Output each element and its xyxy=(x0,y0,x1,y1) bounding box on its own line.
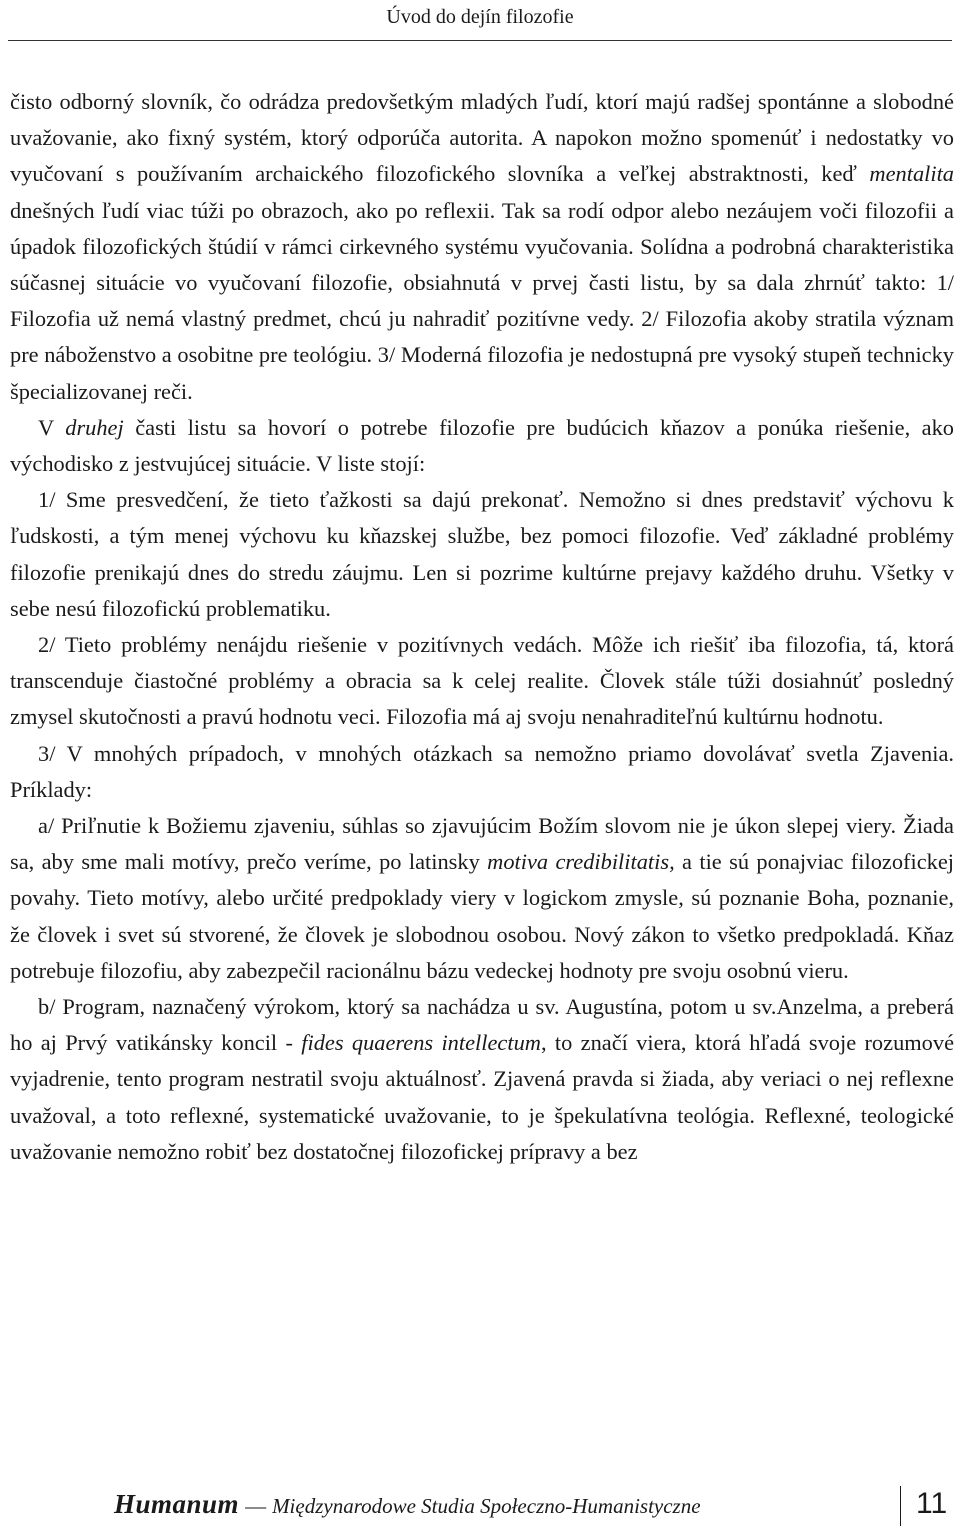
page-footer xyxy=(0,1480,960,1524)
journal-dash: — xyxy=(245,1494,267,1518)
paragraph-6 xyxy=(10,808,954,989)
paragraph-6-text-a: a/ Priľnutie k Božiemu zjaveniu, súhlas so zjavujúcim Božím slovom nie je úkon slepej viery. Žiada sa, aby sme mali motívy, prečo veríme, po latinsky xyxy=(10,813,954,875)
paragraph-1 xyxy=(10,84,954,410)
paragraph-5: 3/ V mnohých prípadoch, v mnohých otázkach sa nemožno priamo dovolávať svetla Zjavenia. Príklady: xyxy=(10,740,954,802)
running-header: Úvod do dejín filozofie xyxy=(386,6,574,28)
paragraph-1-text-b: dnešných ľudí viac túži po obrazoch, ako po reflexii. Tak sa rodí odpor alebo nezáujem voči filozofii a úpadok filozofických štúdií v rámci cirkevného systému vyučovania. Solídna a podrobná charakteristika súčasnej situácie vo vyučovaní filozofie, obsiahnutá v prvej časti listu, by sa dala zhrnúť takto: 1/ Filozofia už nemá vlastný predmet, chcú ju nahradiť pozitívne vedy. 2/ Filozofia akoby stratila význam pre náboženstvo a osobitne pre teológiu. 3/ Moderná filozofia je nedostupná pre vysoký stupeň technicky špecializovanej reči. xyxy=(10,197,954,404)
paragraph-7 xyxy=(10,989,954,1170)
footer-divider xyxy=(900,1486,901,1526)
page-body xyxy=(10,84,954,1170)
journal-subtitle: Międzynarodowe Studia Społeczno-Humanistyczne xyxy=(272,1494,701,1518)
paragraph-2-emphasis: druhej xyxy=(65,414,124,440)
paragraph-1-text-a: čisto odborný slovník, čo odrádza predovšetkým mladých ľudí, ktorí majú radšej spontánne a slobodné uvažovanie, ako fixný systém, ktorý odporúča autorita. A napokon možno spomenúť i nedostatky vo vyučovaní s používaním archaického filozofického slovníka a veľkej abstraktnosti, keď xyxy=(10,89,954,187)
paragraph-1-emphasis: mentalita xyxy=(869,161,954,187)
paragraph-7-text-b: , to značí viera, ktorá hľadá svoje rozumové vyjadrenie, tento program nestratil svoju aktuálnosť. Zjavená pravda si žiada, aby veriaci o nej reflexne uvažoval, a toto reflexné, systematické uvažovanie, to je špekulatívna teológia. Reflexné, teologické uvažovanie nemožno robiť bez dostatočnej filozofickej prípravy a bez xyxy=(10,1030,955,1164)
paragraph-2 xyxy=(10,410,954,482)
paragraph-3: 1/ Sme presvedčení, že tieto ťažkosti sa dajú prekonať. Nemožno si dnes predstaviť výchovu k ľudskosti, a tým menej výchovu ku kňazskej službe, bez pomoci filozofie. Veď základné problémy filozofie prenikajú dnes do stredu záujmu. Len si pozrime kultúrne prejavy každého druhu. Všetky v sebe nesú filozofickú problematiku. xyxy=(10,487,954,621)
paragraph-7-emphasis: fides quaerens intellectum xyxy=(301,1030,541,1056)
page-number: 11 xyxy=(916,1487,948,1520)
paragraph-2-text-a: V xyxy=(38,414,66,440)
paragraph-7-text-a: b/ Program, naznačený výrokom, ktorý sa nachádza u sv. Augustína, potom u sv.Anzelma, a preberá ho aj Prvý vatikánsky koncil - xyxy=(10,994,954,1056)
paragraph-6-emphasis: motiva credibilitatis, xyxy=(487,849,675,875)
paragraph-2-text-b: časti listu sa hovorí o potrebe filozofie pre budúcich kňazov a ponúka riešenie, ako východisko z jestvujúcej situácie. V liste stojí: xyxy=(10,414,954,477)
journal-title xyxy=(114,1490,701,1520)
paragraph-4: 2/ Tieto problémy nenájdu riešenie v pozitívnych vedách. Môže ich riešiť iba filozofia, tá, ktorá transcenduje čiastočné problémy a obracia sa k celej realite. Človek stále túži dosiahnúť posledný zmysel skutočnosti a pravú hodnotu veci. Filozofia má aj svoju nenahraditeľnú kultúrnu hodnotu. xyxy=(10,632,954,730)
journal-logo: Humanum xyxy=(114,1489,240,1519)
header-divider xyxy=(8,40,952,41)
paragraph-6-text-b: a tie sú ponajviac filozofickej povahy. Tieto motívy, alebo určité predpoklady viery v logickom zmysle, sú poznanie Boha, poznanie, že človek i svet sú stvorené, že človek je slobodnou osobou. Nový zákon to všetko predpokladá. Kňaz potrebuje filozofiu, aby zabezpečil racionálnu bázu vedeckej hodnoty pre svoju osobnú vieru. xyxy=(10,849,954,983)
